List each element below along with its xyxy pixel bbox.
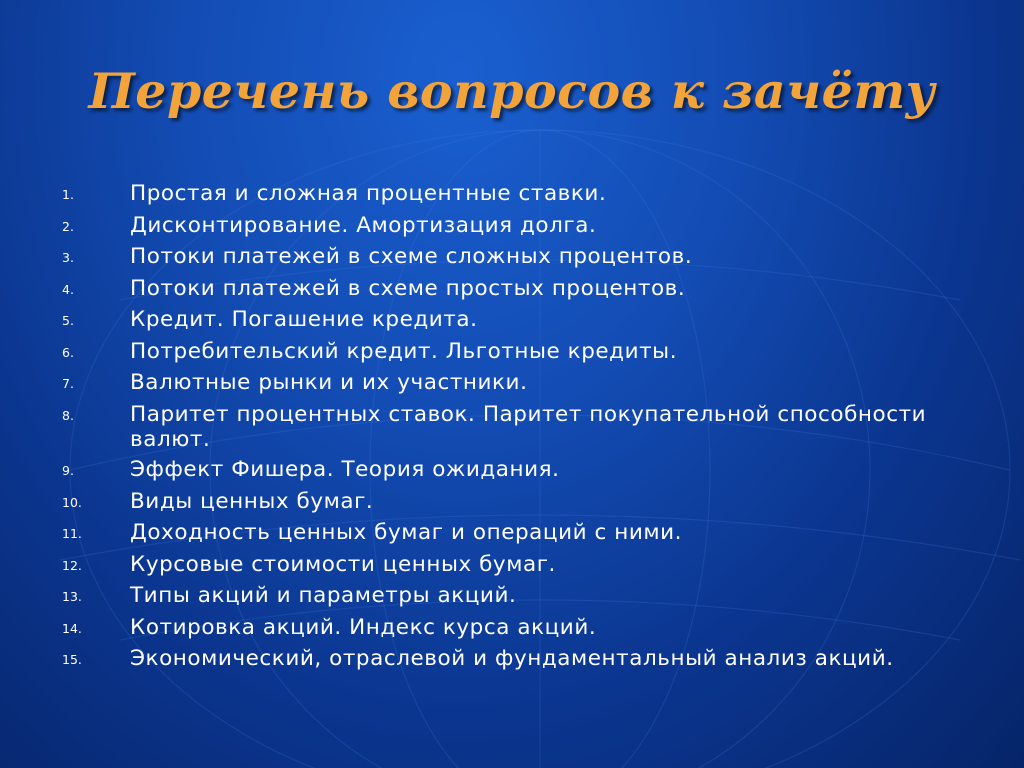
- list-item: [62, 646, 962, 673]
- item-text: Эффект Фишера. Теория ожидания.: [130, 457, 560, 482]
- item-text: Валютные рынки и их участники.: [130, 370, 528, 395]
- item-text: Типы акций и параметры акций.: [130, 583, 517, 608]
- item-number: 2.: [62, 218, 74, 234]
- item-number: 8.: [62, 407, 74, 423]
- list-item: [62, 615, 962, 642]
- questions-list: [62, 181, 962, 678]
- item-text: Паритет процентных ставок. Паритет покупательной способности валют.: [130, 401, 927, 452]
- list-item: [62, 520, 962, 547]
- item-number: 5.: [62, 313, 74, 328]
- list-item: [62, 307, 962, 334]
- item-text: Дисконтирование. Амортизация долга.: [130, 212, 597, 238]
- item-text: Простая и сложная процентные ставки.: [130, 181, 607, 206]
- item-number: 12.: [62, 557, 82, 573]
- item-text: Доходность ценных бумаг и операций с ними.: [130, 520, 683, 545]
- item-number: 11.: [62, 526, 82, 541]
- item-text: Потоки платежей в схеме сложных процентов.: [130, 244, 693, 269]
- list-item: [62, 213, 962, 240]
- item-number: 1.: [62, 187, 74, 202]
- list-item: [62, 402, 962, 453]
- item-number: 6.: [62, 344, 74, 360]
- item-text: Курсовые стоимости ценных бумаг.: [130, 551, 556, 577]
- item-number: 3.: [62, 250, 74, 265]
- item-number: 7.: [62, 376, 74, 391]
- item-number: 9.: [62, 463, 74, 478]
- list-item: [62, 552, 962, 579]
- item-text: Потребительский кредит. Льготные кредиты.: [130, 338, 678, 364]
- item-number: 13.: [62, 589, 82, 604]
- item-text: Виды ценных бумаг.: [130, 488, 374, 514]
- list-item: [62, 339, 962, 366]
- item-text: Экономический, отраслевой и фундаментальный анализ акций.: [130, 646, 894, 671]
- item-number: 15.: [62, 652, 82, 667]
- item-number: 10.: [62, 494, 82, 510]
- item-text: Котировка акций. Индекс курса акций.: [130, 614, 597, 640]
- list-item: [62, 370, 962, 397]
- item-number: 14.: [62, 620, 82, 636]
- list-item: [62, 457, 962, 484]
- item-number: 4.: [62, 281, 74, 297]
- slide-title: Перечень вопросов к зачёту: [88, 62, 936, 120]
- list-item: [62, 489, 962, 516]
- list-item: [62, 244, 962, 271]
- list-item: [62, 583, 962, 610]
- list-item: [62, 181, 962, 208]
- list-item: [62, 276, 962, 303]
- item-text: Кредит. Погашение кредита.: [130, 307, 478, 332]
- item-text: Потоки платежей в схеме простых процентов.: [130, 275, 686, 301]
